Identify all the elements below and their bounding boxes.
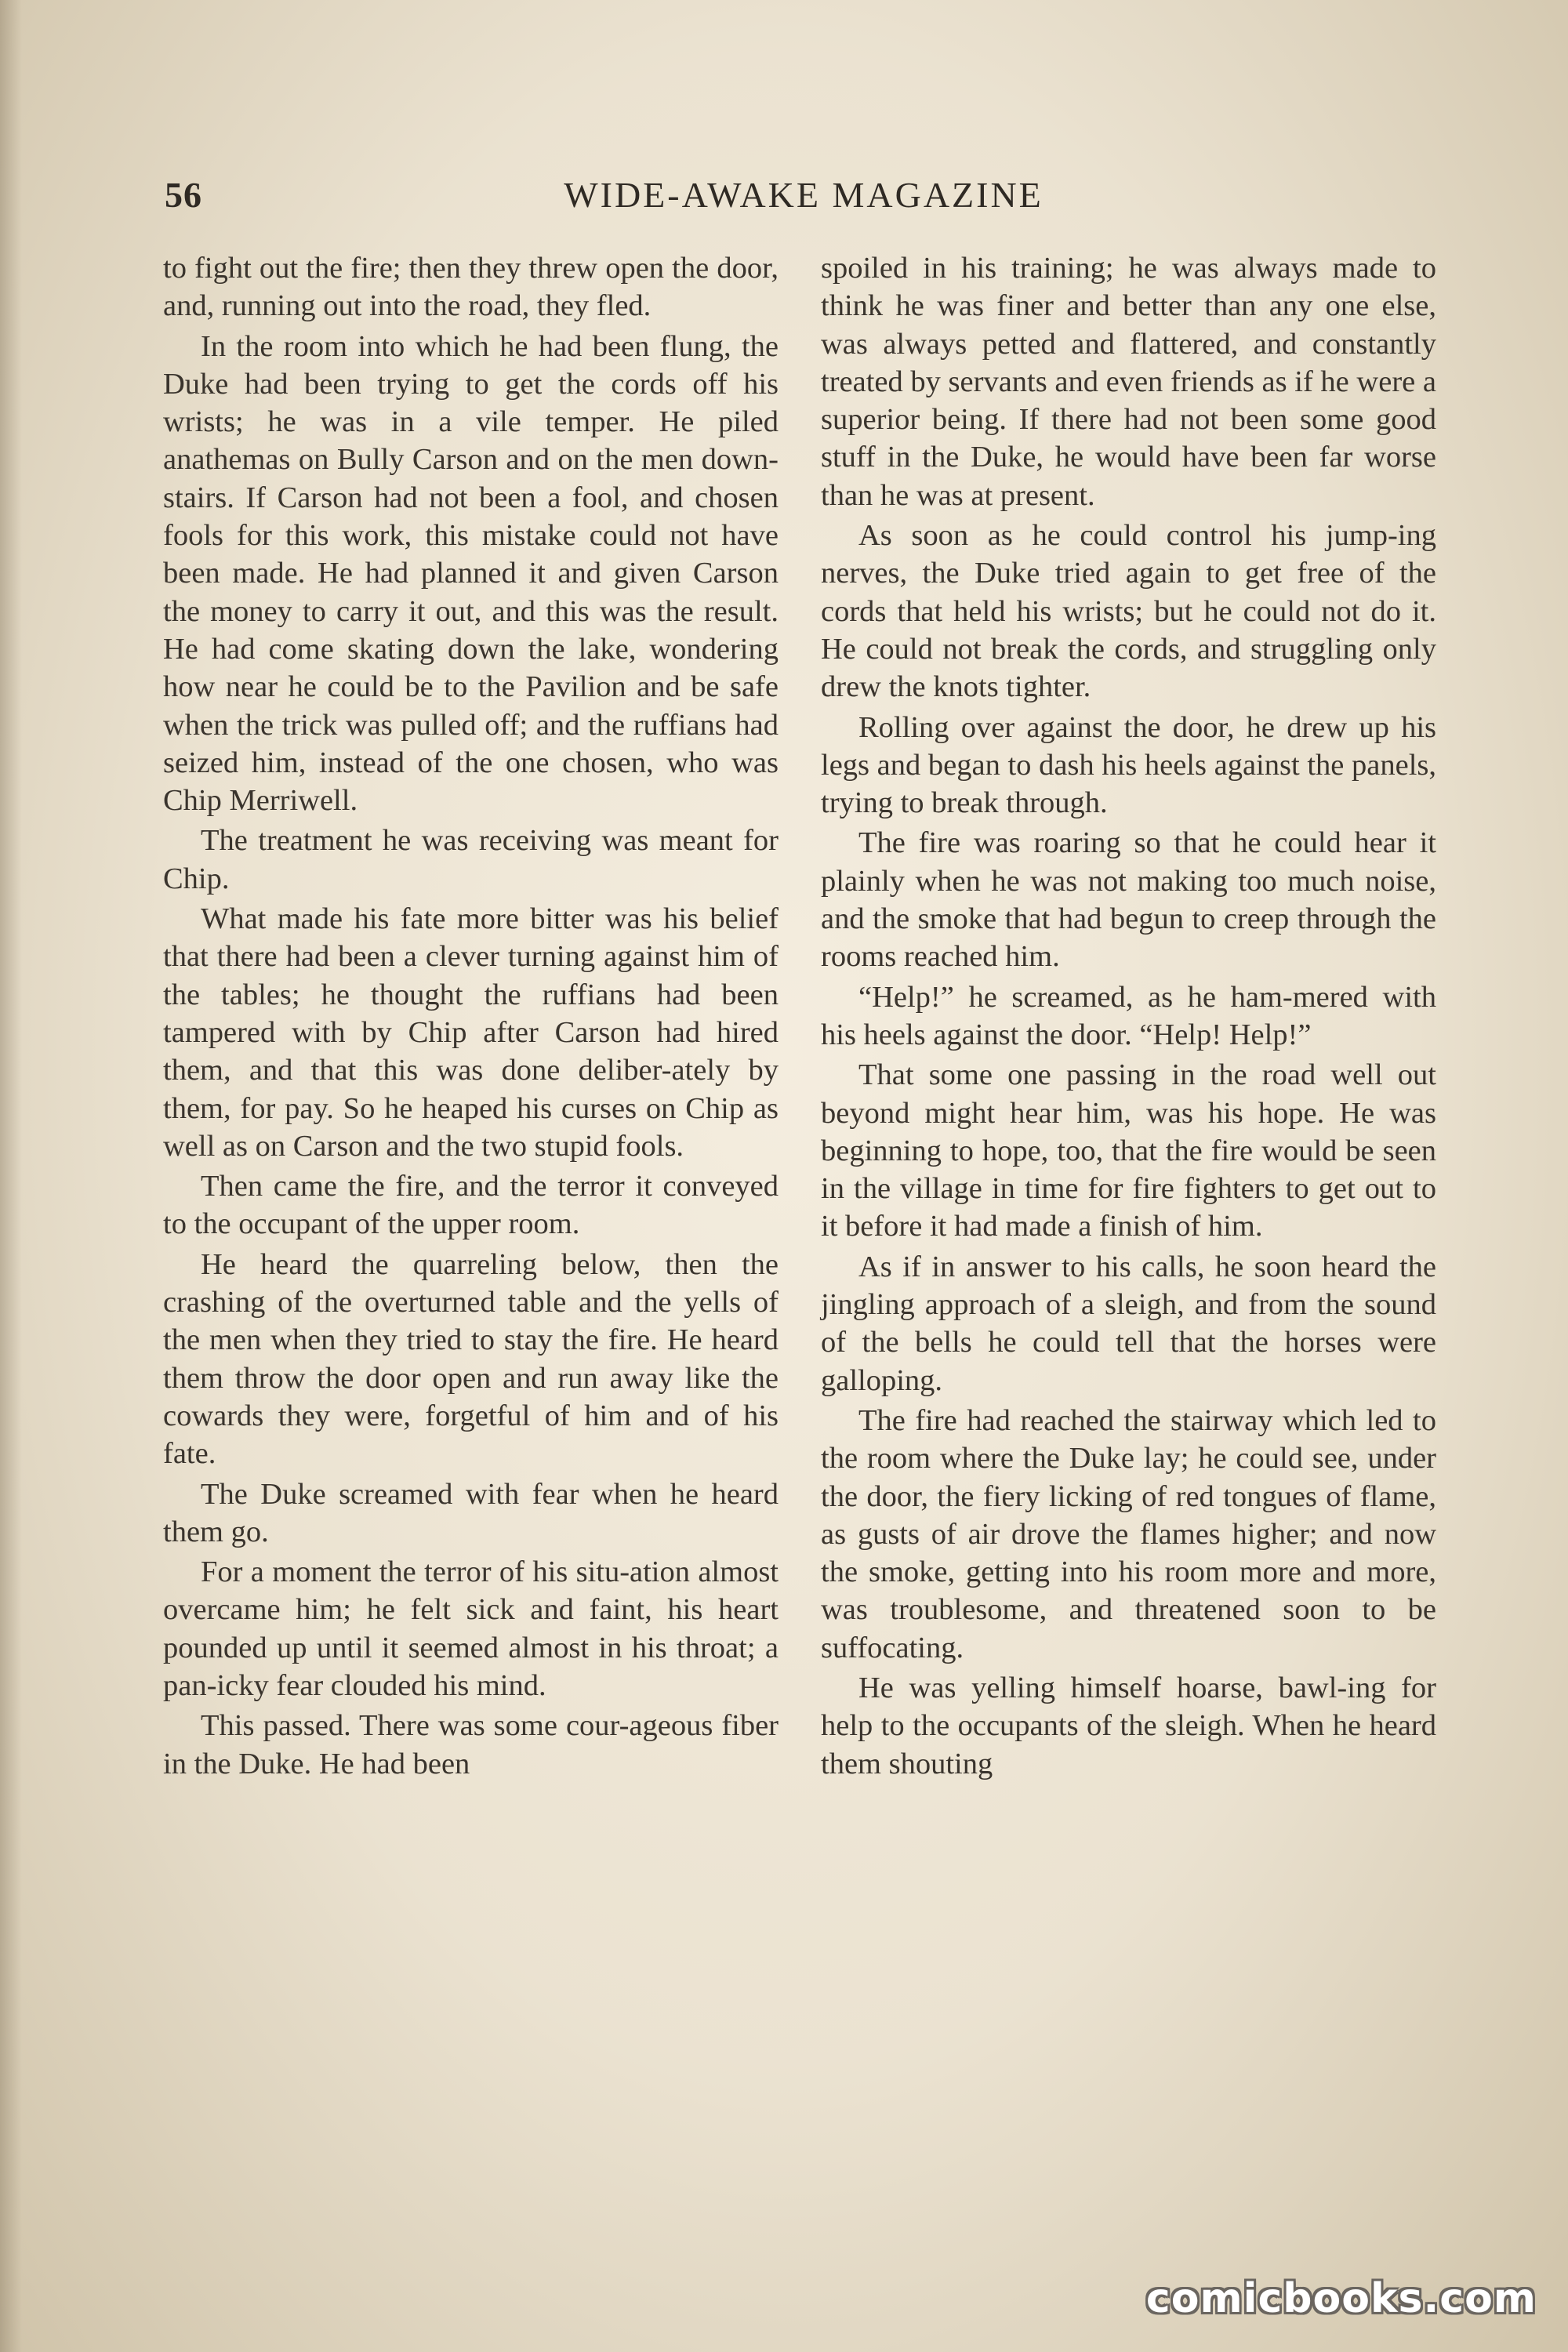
paragraph: As soon as he could control his jump-ing nerves, the Duke tried again to get free of the cords that held his wrists; but he could not do it. He could not break the cords, and struggling only drew the knots tighter. <box>821 519 1436 704</box>
paragraph: As if in answer to his calls, he soon heard the jingling approach of a sleigh, and from the sound of the bells he could tell that the horses were galloping. <box>821 1250 1436 1397</box>
paragraph: That some one passing in the road well out beyond might hear him, was his hope. He was beginning to hope, too, that the fire would be seen in the village in time for fire fighters to get out to it before it had made a finish of him. <box>821 1058 1436 1243</box>
right-text-column <box>821 249 1436 1785</box>
running-title: WIDE-AWAKE MAGAZINE <box>564 175 1044 215</box>
paragraph: What made his fate more bitter was his belief that there had been a clever turning against him of the tables; he thought the ruffians had been tampered with by Chip after Carson had hired them, and that this was done deliber-ately by them, for pay. So he heaped his curses on Chip as well as on Carson and the two stupid fools. <box>163 902 779 1163</box>
page-edge-shadow <box>0 0 22 2352</box>
watermark: comicbooks.com <box>1145 2275 1537 2322</box>
paragraph: The fire was roaring so that he could hear it plainly when he was not making too much noise, and the smoke that had begun to creep through the rooms reached him. <box>821 826 1436 974</box>
paragraph: spoiled in his training; he was always made to think he was finer and better than any one else, was always petted and flattered, and constantly treated by servants and even friends as if he were a superior being. If there had not been some good stuff in the Duke, he would have been far worse than he was at present. <box>821 252 1436 512</box>
paragraph: He was yelling himself hoarse, bawl-ing for help to the occupants of the sleigh. When he heard them shouting <box>821 1671 1436 1780</box>
page-number: 56 <box>165 175 202 215</box>
page-header <box>165 174 1443 229</box>
paragraph: “Help!” he screamed, as he ham-mered with his heels against the door. “Help! Help!” <box>821 980 1436 1051</box>
paragraph: The fire had reached the stairway which led to the room where the Duke lay; he could see, under the door, the fiery licking of red tongues of flame, as gusts of air drove the flames higher; and now the smoke, getting into his room more and more, was troublesome, and threatened soon to be suffocating. <box>821 1403 1436 1664</box>
paragraph: He heard the quarreling below, then the crashing of the overturned table and the yells of the men when they tried to stay the fire. He heard them throw the door open and run away like the cowards they were, forgetful of him and of his fate. <box>163 1247 779 1471</box>
left-text-column <box>163 249 779 1785</box>
paragraph: Rolling over against the door, he drew up his legs and began to dash his heels against the panels, trying to break through. <box>821 710 1436 820</box>
paragraph: In the room into which he had been flung, the Duke had been trying to get the cords off his wrists; he was in a vile temper. He piled anathemas on Bully Carson and on the men down-stairs. If Carson had not been a fool, and chosen fools for this work, this mistake could not have been made. He had planned it and given Carson the money to carry it out, and this was the result. He had come skating down the lake, wondering how near he could be to the Pavilion and be safe when the trick was pulled off; and the ruffians had seized him, instead of the one chosen, who was Chip Merriwell. <box>163 329 779 818</box>
paragraph: For a moment the terror of his situ-ation almost overcame him; he felt sick and faint, his heart pounded up until it seemed almost in his throat; a pan-icky fear clouded his mind. <box>163 1555 779 1702</box>
paragraph: The Duke screamed with fear when he heard them go. <box>163 1477 779 1548</box>
paragraph: The treatment he was receiving was meant for Chip. <box>163 824 779 895</box>
paragraph: to fight out the fire; then they threw open the door, and, running out into the road, they fled. <box>163 252 779 323</box>
paragraph: Then came the fire, and the terror it conveyed to the occupant of the upper room. <box>163 1170 779 1241</box>
paragraph: This passed. There was some cour-ageous fiber in the Duke. He had been <box>163 1709 779 1780</box>
